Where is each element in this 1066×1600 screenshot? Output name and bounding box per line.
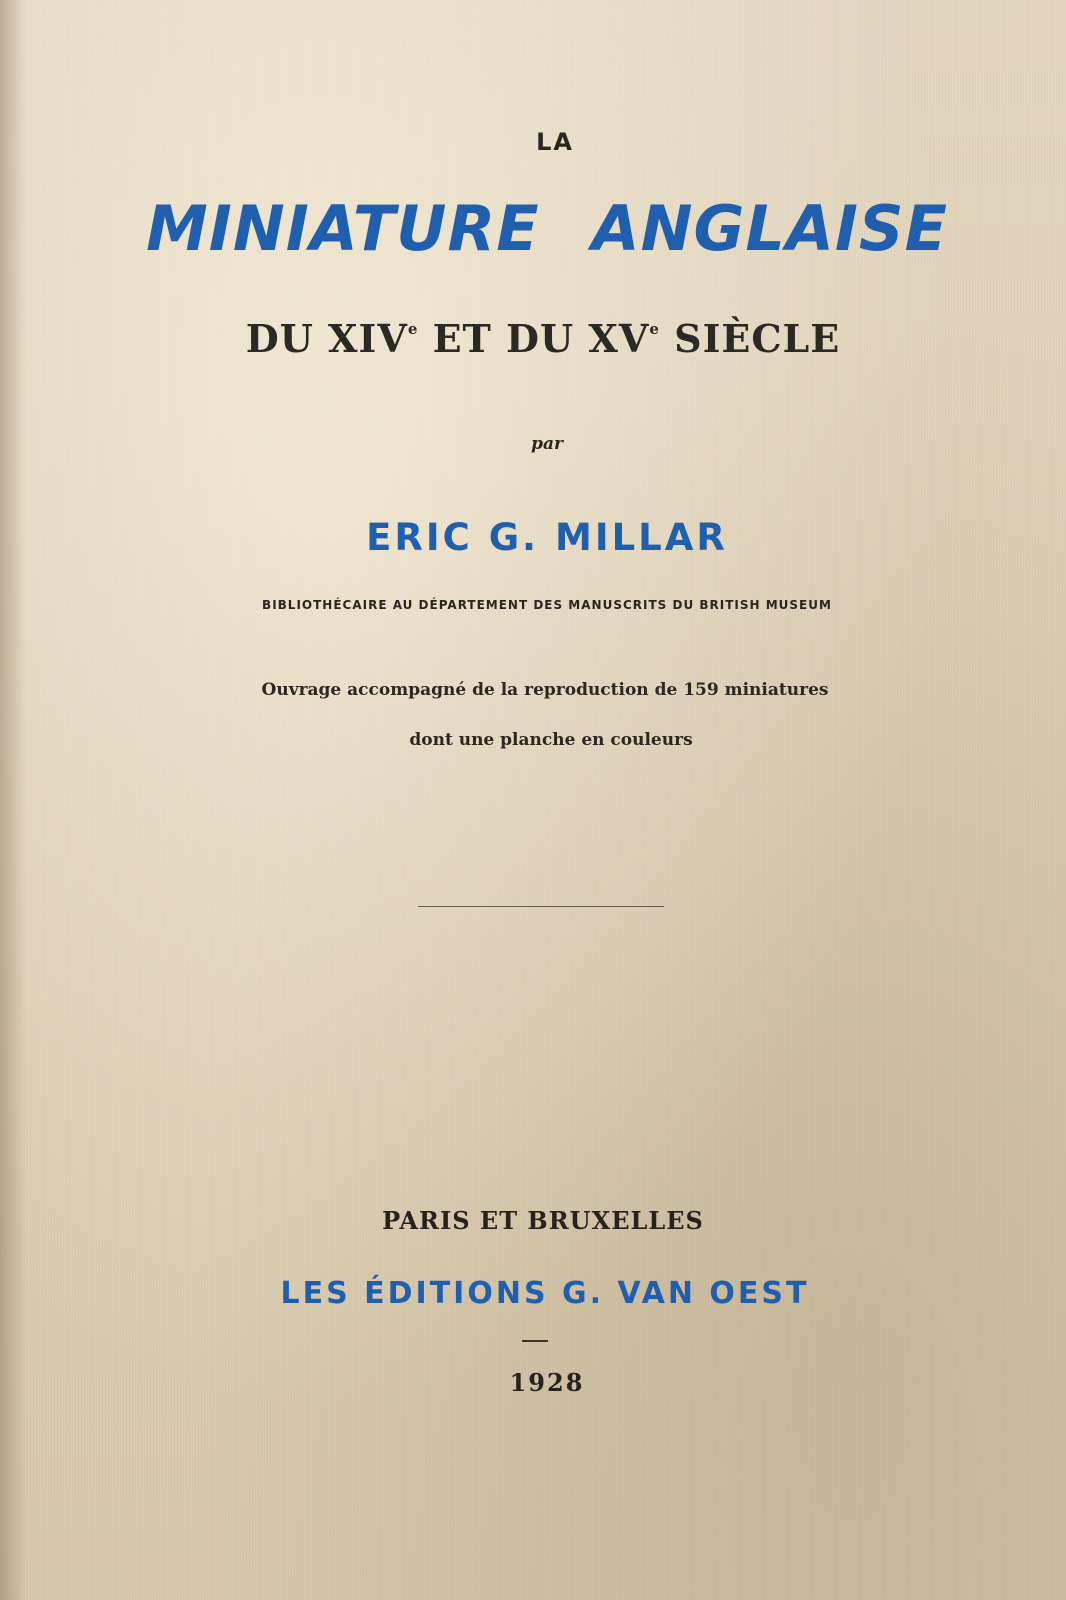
publication-city: PARIS ET BRUXELLES (382, 1206, 704, 1235)
main-title-part1: MINIATURE (146, 192, 540, 265)
separator-rule (418, 906, 664, 907)
subtitle (10, 316, 1066, 361)
subtitle-mid: ET DU XV (418, 316, 650, 361)
subtitle-sup2: e (649, 320, 660, 338)
subtitle-sup1: e (407, 320, 419, 338)
publisher-name: LES ÉDITIONS G. VAN OEST (280, 1276, 810, 1311)
by-line: par (531, 434, 563, 454)
subtitle-pre: DU XIV (245, 316, 408, 361)
publication-year: 1928 (509, 1368, 585, 1397)
main-title-part2: ANGLAISE (591, 192, 948, 265)
separator-dash (522, 1340, 548, 1342)
description-line-2: dont une planche en couleurs (409, 730, 693, 750)
author-name: ERIC G. MILLAR (366, 516, 728, 559)
title-article: LA (536, 128, 574, 156)
subtitle-post: SIÈCLE (659, 316, 841, 361)
main-title (14, 192, 1066, 265)
description-line-1: Ouvrage accompagné de la reproduction de 159 miniatures (261, 680, 829, 700)
author-affiliation: BIBLIOTHÉCAIRE AU DÉPARTEMENT DES MANUSCRITS DU BRITISH MUSEUM (262, 598, 832, 612)
